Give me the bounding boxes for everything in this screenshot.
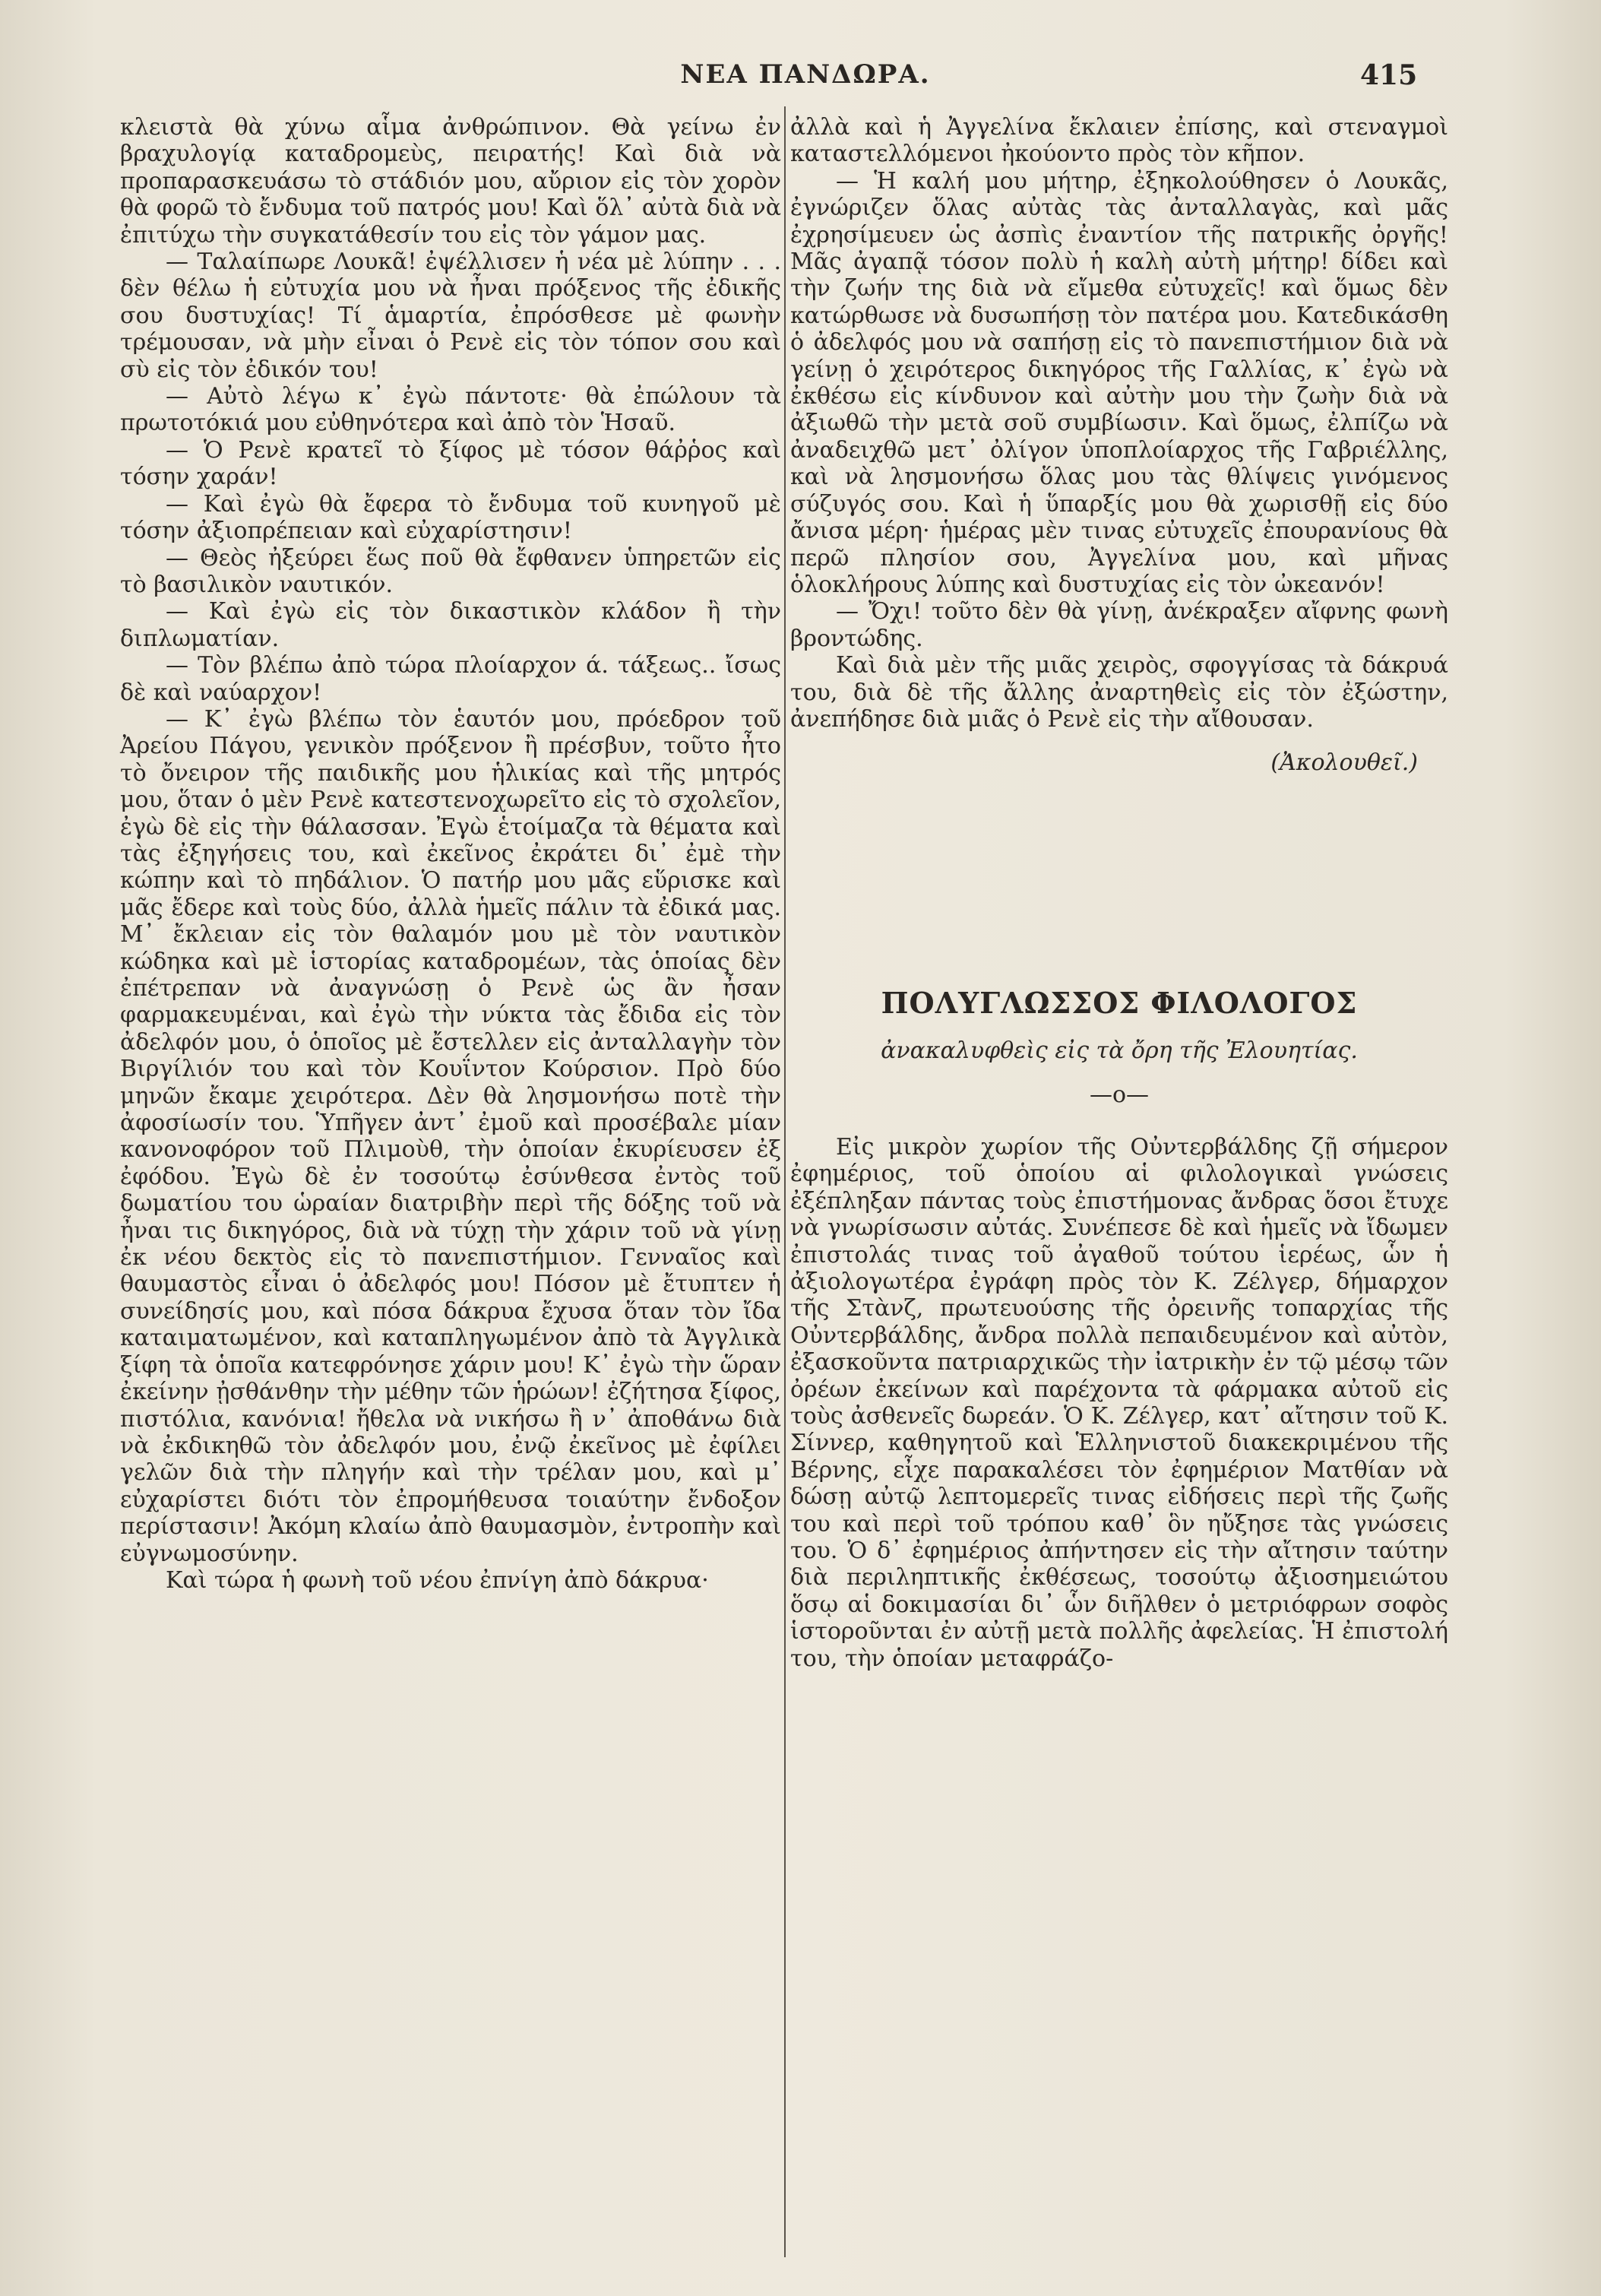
paragraph: Εἰς μικρὸν χωρίον τῆς Οὐντερβάλδης ζῇ σήμερον ἐφημέριος, τοῦ ὁποίου αἱ φιλολογικαὶ γνώσεις ἐξέπληξαν πάντας τοὺς ἐπιστήμονας ἄνδρας ὅσοι ἔτυχε νὰ γνωρίσωσιν αὐτάς. Συνέπεσε δὲ καὶ ἡμεῖς νὰ ἴδωμεν ἐπιστολάς τινας τοῦ ἀγαθοῦ τούτου ἱερέως, ὧν ἡ ἀξιολογωτέρα ἐγράφη πρὸς τὸν Κ. Ζέλγερ, δήμαρχον τῆς Στὰνζ, πρωτευούσης τῆς ὀρεινῆς τοπαρχίας τῆς Οὐντερβάλδης, ἄνδρα πολλὰ πεπαιδευμένον καὶ αὐτὸν, ἐξασκοῦντα πατριαρχικῶς τὴν ἰατρικὴν ἐν τῷ μέσῳ τῶν ὀρέων ἐκείνων καὶ παρέχοντα τὰ φάρμακα αὐτοῦ εἰς τοὺς ἀσθενεῖς δωρεάν. Ὁ Κ. Ζέλγερ, κατ᾽ αἴτησιν τοῦ Κ. Σίννερ, καθηγητοῦ καὶ Ἑλληνιστοῦ διακεκριμένου τῆς Βέρνης, εἶχε παρακαλέσει τὸν ἐφημέριον Ματθίαν νὰ δώσῃ αὐτῷ λεπτομερεῖς τινας εἰδήσεις περὶ τῆς ζωῆς του καὶ περὶ τοῦ τρόπου καθ᾽ ὃν ηὔξησε τὰς γνώσεις του. Ὁ δ᾽ ἐφημέριος ἀπήντησεν εἰς τὴν αἴτησιν ταύτην διὰ περιληπτικῆς ἐκθέσεως, τοσούτῳ ἀξιοσημειώτου ὅσῳ αἱ δοκιμασίαι δι᾽ ὧν διῆλθεν ὁ μετριόφρων σοφὸς ἱστοροῦνται ἐν αὐτῇ μετὰ πολλῆς ἀφελείας. Ἡ ἐπιστολή του, τὴν ὁποίαν μεταφράζο-: [790, 1133, 1448, 1672]
paragraph: κλειστὰ θὰ χύνω αἷμα ἀνθρώπινον. Θὰ γείνω ἐν βραχυλογίᾳ καταδρομεὺς, πειρατής! Καὶ διὰ νὰ προπαρασκευάσω τὸ στάδιόν μου, αὔριον εἰς τὸν χορὸν θὰ φορῶ τὸ ἔνδυμα τοῦ πατρός μου! Καὶ ὅλ᾽ αὐτὰ διὰ νὰ ἐπιτύχω τὴν συγκατάθεσίν του εἰς τὸν γάμον μας.: [120, 114, 781, 249]
column-divider: [784, 106, 786, 2257]
paragraph: — Κ᾽ ἐγὼ βλέπω τὸν ἑαυτόν μου, πρόεδρον τοῦ Ἀρείου Πάγου, γενικὸν πρόξενον ἢ πρέσβυν, τοῦτο ἦτο τὸ ὄνειρον τῆς παιδικῆς μου ἡλικίας καὶ τῆς μητρός μου, ὅταν ὁ μὲν Ρενὲ κατεστενοχωρεῖτο εἰς τὸ σχολεῖον, ἐγὼ δὲ εἰς τὴν θάλασσαν. Ἐγὼ ἑτοίμαζα τὰ θέματα καὶ τὰς ἐξηγήσεις του, καὶ ἐκεῖνος ἐκράτει δι᾽ ἐμὲ τὴν κώπην καὶ τὸ πηδάλιον. Ὁ πατήρ μου μᾶς εὕρισκε καὶ μᾶς ἔδερε καὶ τοὺς δύο, ἀλλὰ ἡμεῖς πάλιν τὰ ἐδικά μας. Μ᾽ ἔκλειαν εἰς τὸν θαλαμόν μου μὲ τὸν ναυτικὸν κώδηκα καὶ μὲ ἱστορίας καταδρομέων, τὰς ὁποίας δὲν ἐπέτρεπαν νὰ ἀναγνώσῃ ὁ Ρενὲ ὡς ἂν ἦσαν φαρμακευμέναι, καὶ ἐγὼ τὴν νύκτα τὰς ἔδιδα εἰς τὸν ἀδελφόν μου, ὁ ὁποῖος μὲ ἔστελλεν εἰς ἀνταλλαγὴν τὸν Βιργίλιόν του καὶ τὸν Κουΐντον Κούρσιον. Πρὸ δύο μηνῶν ἔκαμε χειρότερα. Δὲν θὰ λησμονήσω ποτὲ τὴν ἀφοσίωσίν του. Ὑπῆγεν ἀντ᾽ ἐμοῦ καὶ προσέβαλε μίαν κανονοφόρον τοῦ Πλιμοὺθ, τὴν ὁποίαν ἐκυρίευσεν ἐξ ἐφόδου. Ἐγὼ δὲ ἐν τοσούτῳ ἐσύνθεσα ἐντὸς τοῦ δωματίου του ὡραίαν διατριβὴν περὶ τῆς δόξης τοῦ νὰ ἦναι τις δικηγόρος, διὰ νὰ τύχῃ τὴν χάριν τοῦ νὰ γίνῃ ἐκ νέου δεκτὸς εἰς τὸ πανεπιστήμιον. Γενναῖος καὶ θαυμαστὸς εἶναι ὁ ἀδελφός μου! Πόσον μὲ ἔτυπτεν ἡ συνείδησίς μου, καὶ πόσα δάκρυα ἔχυσα ὅταν τὸν ἴδα καταιματωμένον, καὶ καταπληγωμένον ἀπὸ τὰ Ἀγγλικὰ ξίφη τὰ ὁποῖα κατεφρόνησε χάριν μου! Κ᾽ ἐγὼ τὴν ὥραν ἐκείνην ᾐσθάνθην τὴν μέθην τῶν ἡρώων! ἐζήτησα ξίφος, πιστόλια, κανόνια! ἤθελα νὰ νικήσω ἢ ν᾽ ἀποθάνω διὰ νὰ ἐκδικηθῶ τὸν ἀδελφόν μου, ἐνῷ ἐκεῖνος μὲ ἐφίλει γελῶν διὰ τὴν πληγήν καὶ τὴν τρέλαν μου, καὶ μ᾽ εὐχαρίστει διότι τὸν ἐπρομήθευσα τοιαύτην ἔνδοξον περίστασιν! Ἀκόμη κλαίω ἀπὸ θαυμασμὸν, ἐντροπὴν καὶ εὐγνωμοσύνην.: [120, 705, 781, 1567]
right-column: [790, 114, 1448, 1672]
paragraph: — Αὐτὸ λέγω κ᾽ ἐγὼ πάντοτε· θὰ ἐπώλουν τὰ πρωτοτόκιά μου εὐθηνότερα καὶ ἀπὸ τὸν Ἡσαῦ.: [120, 383, 781, 437]
paragraph: — Καὶ ἐγὼ εἰς τὸν δικαστικὸν κλάδον ἢ τὴν διπλωματίαν.: [120, 598, 781, 652]
paragraph: Καὶ τώρα ἡ φωνὴ τοῦ νέου ἐπνίγη ἀπὸ δάκρυα·: [166, 1566, 709, 1594]
paragraph: — Ὁ Ρενὲ κρατεῖ τὸ ξίφος μὲ τόσον θάῤῥος καὶ τόσην χαράν!: [120, 436, 781, 491]
paragraph: ἀλλὰ καὶ ἡ Ἀγγελίνα ἔκλαιεν ἐπίσης, καὶ στεναγμοὶ καταστελλόμενοι ἠκούοντο πρὸς τὸν κῆπον.: [790, 114, 1448, 168]
article-title: ΠΟΛΥΓΛΩΣΣΟΣ ΦΙΛΟΛΟΓΟΣ: [881, 985, 1358, 1020]
left-column: [120, 114, 781, 1594]
article-subtitle: ἀνακαλυφθεὶς εἰς τὰ ὄρη τῆς Ἐλουητίας.: [881, 1037, 1358, 1065]
page-number: 415: [1360, 59, 1418, 91]
continued-note: (Ἀκολουθεῖ.): [1270, 749, 1418, 777]
page-header: [0, 59, 1601, 105]
paragraph: — Καὶ ἐγὼ θὰ ἔφερα τὸ ἔνδυμα τοῦ κυνηγοῦ μὲ τόσην ἀξιοπρέπειαν καὶ εὐχαρίστησιν!: [120, 490, 781, 545]
ornament-divider: —o—: [1089, 1081, 1150, 1108]
paragraph: Καὶ διὰ μὲν τῆς μιᾶς χειρὸς, σφογγίσας τὰ δάκρυά του, διὰ δὲ τῆς ἄλλης ἀναρτηθεὶς εἰς τὸν ἐξώστην, ἀνεπήδησε διὰ μιᾶς ὁ Ρενὲ εἰς τὴν αἴθουσαν.: [790, 652, 1448, 733]
paragraph: — Ἡ καλή μου μήτηρ, ἐξηκολούθησεν ὁ Λουκᾶς, ἐγνώριζεν ὅλας αὐτὰς τὰς ἀνταλλαγὰς, καὶ μᾶς ἐχρησίμευεν ὡς ἀσπὶς ἐναντίον τῆς πατρικῆς ὀργῆς! Μᾶς ἀγαπᾷ τόσον πολὺ ἡ καλὴ αὐτὴ μήτηρ! δίδει καὶ τὴν ζωήν της διὰ νὰ εἴμεθα εὐτυχεῖς! καὶ ὅμως δὲν κατώρθωσε νὰ δυσωπήσῃ τὸν πατέρα μου. Κατεδικάσθη ὁ ἀδελφός μου νὰ σαπήσῃ εἰς τὸ πανεπιστήμιον διὰ νὰ γείνῃ ὁ χειρότερος δικηγόρος τῆς Γαλλίας, κ᾽ ἐγὼ νὰ ἐκθέσω εἰς κίνδυνον καὶ αὐτὴν μου τὴν ζωὴν διὰ νὰ ἀξιωθῶ τὴν μετὰ σοῦ συμβίωσιν. Καὶ ὅμως, ἐλπίζω νὰ ἀναδειχθῶ μετ᾽ ὀλίγον ὑποπλοίαρχος τῆς Γαβριέλλης, καὶ νὰ λησμονήσω ὅλας μου τὰς θλίψεις γινόμενος σύζυγός σου. Καὶ ἡ ὕπαρξίς μου θὰ χωρισθῇ εἰς δύο ἄνισα μέρη· ἡμέρας μὲν τινας εὐτυχεῖς ἐπουρανίους θὰ περῶ πλησίον σου, Ἀγγελίνα μου, καὶ μῆνας ὁλοκλήρους λύπης καὶ δυστυχίας εἰς τὸν ὠκεανόν!: [790, 167, 1448, 598]
paragraph: — Τὸν βλέπω ἀπὸ τώρα πλοίαρχον ά. τάξεως.. ἴσως δὲ καὶ ναύαρχον!: [120, 652, 781, 706]
paragraph: — Ταλαίπωρε Λουκᾶ! ἐψέλλισεν ἡ νέα μὲ λύπην . . . δὲν θέλω ἡ εὐτυχία μου νὰ ἦναι πρόξενος τῆς ἐδικῆς σου δυστυχίας! Τί ἁμαρτία, ἐπρόσθεσε μὲ φωνὴν τρέμουσαν, νὰ μὴν εἶναι ὁ Ρενὲ εἰς τὸν τόπον σου καὶ σὺ εἰς τὸν ἐδικόν του!: [120, 249, 781, 383]
paragraph: — Θεὸς ἠξεύρει ἕως ποῦ θὰ ἔφθανεν ὑπηρετῶν εἰς τὸ βασιλικὸν ναυτικόν.: [120, 544, 781, 598]
paragraph: — Ὄχι! τοῦτο δὲν θὰ γίνῃ, ἀνέκραξεν αἴφνης φωνὴ βροντώδης.: [790, 598, 1448, 652]
running-title: ΝΕΑ ΠΑΝΔΩΡΑ.: [680, 59, 931, 90]
